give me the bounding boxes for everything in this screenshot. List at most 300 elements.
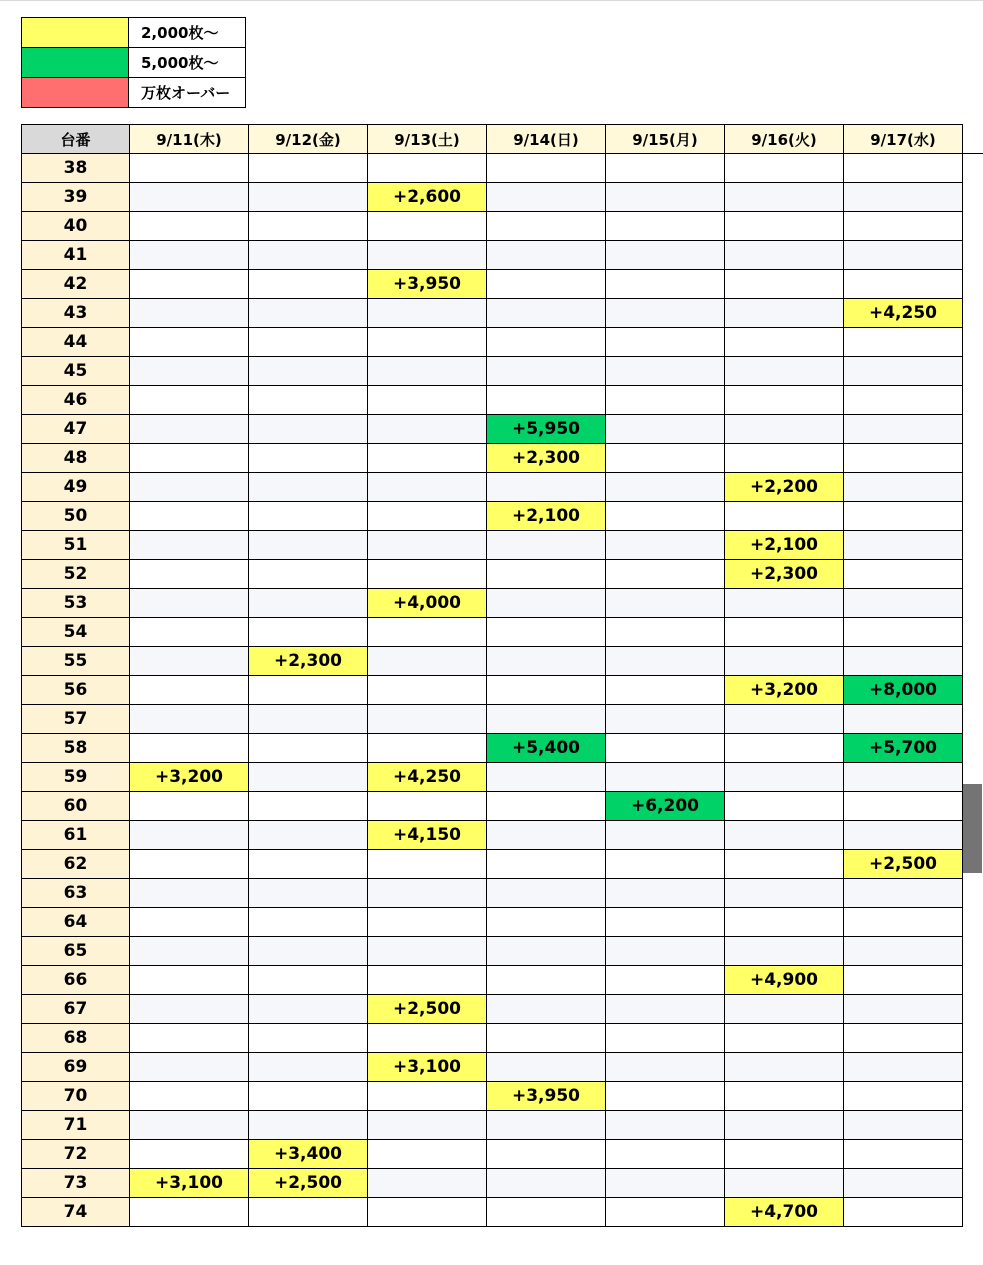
result-cell xyxy=(606,589,725,618)
result-cell xyxy=(368,415,487,444)
scroll-gutter xyxy=(963,183,983,212)
machine-number: 68 xyxy=(22,1024,130,1053)
table-row xyxy=(22,792,983,821)
result-cell xyxy=(130,444,249,473)
machine-number: 50 xyxy=(22,502,130,531)
machine-number: 48 xyxy=(22,444,130,473)
date-header: 9/16(火) xyxy=(725,125,844,154)
result-cell xyxy=(368,357,487,386)
result-cell xyxy=(487,705,606,734)
table-row xyxy=(22,270,983,299)
result-cell xyxy=(368,502,487,531)
machine-number: 63 xyxy=(22,879,130,908)
result-cell xyxy=(606,531,725,560)
scroll-gutter xyxy=(963,618,983,647)
result-cell xyxy=(130,502,249,531)
result-cell xyxy=(844,1169,963,1198)
result-cell xyxy=(725,154,844,183)
result-cell xyxy=(368,212,487,241)
scroll-gutter xyxy=(963,1169,983,1198)
result-cell xyxy=(249,1024,368,1053)
result-cell: +2,500 xyxy=(249,1169,368,1198)
machine-number: 55 xyxy=(22,647,130,676)
result-cell xyxy=(249,734,368,763)
machine-number: 52 xyxy=(22,560,130,589)
table-row xyxy=(22,937,983,966)
result-cell xyxy=(725,763,844,792)
legend-swatch xyxy=(22,18,129,48)
scroll-gutter xyxy=(963,415,983,444)
result-cell xyxy=(368,473,487,502)
machine-number: 45 xyxy=(22,357,130,386)
result-cell xyxy=(725,415,844,444)
table-row xyxy=(22,386,983,415)
scroll-gutter xyxy=(963,386,983,415)
scroll-gutter xyxy=(963,241,983,270)
table-row xyxy=(22,676,983,705)
table-row xyxy=(22,1111,983,1140)
result-cell xyxy=(130,966,249,995)
result-cell xyxy=(606,995,725,1024)
scroll-gutter xyxy=(963,299,983,328)
table-row xyxy=(22,415,983,444)
result-cell xyxy=(844,502,963,531)
legend-row xyxy=(22,18,246,48)
result-cell: +2,200 xyxy=(725,473,844,502)
result-cell xyxy=(725,1024,844,1053)
result-cell xyxy=(249,821,368,850)
machine-number: 69 xyxy=(22,1053,130,1082)
machine-number: 56 xyxy=(22,676,130,705)
scroll-gutter xyxy=(963,1053,983,1082)
result-cell xyxy=(606,734,725,763)
result-cell xyxy=(487,676,606,705)
result-cell xyxy=(606,1111,725,1140)
result-cell xyxy=(368,966,487,995)
result-cell xyxy=(249,1198,368,1227)
result-cell xyxy=(487,937,606,966)
result-cell xyxy=(606,154,725,183)
result-cell xyxy=(249,357,368,386)
machine-number: 71 xyxy=(22,1111,130,1140)
result-cell xyxy=(844,647,963,676)
table-row xyxy=(22,502,983,531)
result-cell xyxy=(844,415,963,444)
result-cell xyxy=(725,502,844,531)
date-header: 9/14(日) xyxy=(487,125,606,154)
result-cell xyxy=(844,560,963,589)
top-border xyxy=(0,0,983,1)
result-cell xyxy=(725,879,844,908)
scroll-gutter xyxy=(963,1140,983,1169)
result-cell xyxy=(606,1140,725,1169)
result-cell xyxy=(844,1140,963,1169)
table-row xyxy=(22,328,983,357)
table-row xyxy=(22,1169,983,1198)
result-cell xyxy=(606,879,725,908)
result-cell xyxy=(606,1024,725,1053)
table-row xyxy=(22,357,983,386)
result-cell xyxy=(130,589,249,618)
result-cell xyxy=(844,589,963,618)
table-row xyxy=(22,821,983,850)
result-cell xyxy=(249,183,368,212)
machine-number: 67 xyxy=(22,995,130,1024)
result-cell xyxy=(368,154,487,183)
result-cell xyxy=(249,386,368,415)
result-cell xyxy=(606,328,725,357)
result-cell xyxy=(368,444,487,473)
legend-row xyxy=(22,78,246,108)
scroll-gutter xyxy=(963,676,983,705)
result-cell xyxy=(130,415,249,444)
result-cell: +5,950 xyxy=(487,415,606,444)
table-row xyxy=(22,966,983,995)
result-cell xyxy=(487,792,606,821)
result-cell xyxy=(249,763,368,792)
result-cell xyxy=(249,589,368,618)
result-cell xyxy=(487,1053,606,1082)
result-cell xyxy=(487,647,606,676)
result-cell xyxy=(487,560,606,589)
result-cell xyxy=(130,1198,249,1227)
result-cell xyxy=(844,1024,963,1053)
table-row xyxy=(22,560,983,589)
result-cell xyxy=(368,1111,487,1140)
result-cell xyxy=(844,618,963,647)
result-cell xyxy=(606,908,725,937)
result-cell xyxy=(606,850,725,879)
table-row xyxy=(22,1140,983,1169)
result-cell xyxy=(368,1082,487,1111)
machine-number: 43 xyxy=(22,299,130,328)
machine-number: 42 xyxy=(22,270,130,299)
scroll-gutter xyxy=(963,444,983,473)
table-row xyxy=(22,705,983,734)
scroll-gutter xyxy=(963,1198,983,1227)
result-cell xyxy=(606,1169,725,1198)
result-cell xyxy=(249,270,368,299)
result-cell xyxy=(844,792,963,821)
machine-number: 60 xyxy=(22,792,130,821)
machine-number: 39 xyxy=(22,183,130,212)
result-cell xyxy=(249,1111,368,1140)
result-cell xyxy=(725,995,844,1024)
result-cell xyxy=(606,763,725,792)
machine-number: 58 xyxy=(22,734,130,763)
result-cell xyxy=(606,821,725,850)
header-row xyxy=(22,125,983,154)
date-header: 9/13(土) xyxy=(368,125,487,154)
scroll-gutter xyxy=(963,908,983,937)
result-cell xyxy=(130,1140,249,1169)
result-cell xyxy=(487,473,606,502)
result-cell xyxy=(606,473,725,502)
table-row xyxy=(22,1053,983,1082)
result-cell xyxy=(249,937,368,966)
result-cell xyxy=(844,531,963,560)
result-cell xyxy=(130,792,249,821)
date-header: 9/15(月) xyxy=(606,125,725,154)
table-row xyxy=(22,473,983,502)
result-cell xyxy=(606,1082,725,1111)
result-cell xyxy=(130,908,249,937)
result-cell xyxy=(130,299,249,328)
result-cell xyxy=(249,676,368,705)
result-cell xyxy=(487,386,606,415)
result-cell xyxy=(130,879,249,908)
result-cell: +3,200 xyxy=(130,763,249,792)
result-cell: +2,500 xyxy=(368,995,487,1024)
table-row xyxy=(22,879,983,908)
result-cell xyxy=(725,241,844,270)
result-cell xyxy=(368,1169,487,1198)
result-cell xyxy=(249,792,368,821)
result-cell xyxy=(368,734,487,763)
result-cell xyxy=(130,241,249,270)
scroll-gutter xyxy=(963,560,983,589)
result-cell xyxy=(487,270,606,299)
machine-number: 53 xyxy=(22,589,130,618)
result-cell xyxy=(606,270,725,299)
result-cell xyxy=(130,676,249,705)
result-cell xyxy=(725,1140,844,1169)
result-cell: +4,900 xyxy=(725,966,844,995)
result-cell xyxy=(368,705,487,734)
table-row xyxy=(22,154,983,183)
result-cell xyxy=(844,241,963,270)
result-cell xyxy=(130,995,249,1024)
result-cell xyxy=(249,850,368,879)
machine-number: 61 xyxy=(22,821,130,850)
result-cell xyxy=(130,821,249,850)
machine-number: 73 xyxy=(22,1169,130,1198)
result-cell xyxy=(725,1053,844,1082)
result-cell: +6,200 xyxy=(606,792,725,821)
result-cell xyxy=(368,647,487,676)
scroll-gutter xyxy=(963,879,983,908)
result-cell xyxy=(606,415,725,444)
result-cell: +2,300 xyxy=(487,444,606,473)
result-cell xyxy=(606,502,725,531)
result-cell xyxy=(606,444,725,473)
table-row xyxy=(22,444,983,473)
result-cell xyxy=(844,473,963,502)
table-row xyxy=(22,212,983,241)
result-cell xyxy=(249,618,368,647)
result-cell xyxy=(606,299,725,328)
result-cell xyxy=(368,560,487,589)
result-cell xyxy=(844,966,963,995)
result-cell xyxy=(606,1198,725,1227)
result-cell xyxy=(368,531,487,560)
result-cell xyxy=(368,618,487,647)
result-cell xyxy=(487,763,606,792)
machine-number: 38 xyxy=(22,154,130,183)
result-cell xyxy=(249,1082,368,1111)
scroll-gutter xyxy=(963,473,983,502)
results-table xyxy=(21,124,983,1227)
result-cell xyxy=(844,908,963,937)
result-cell xyxy=(249,328,368,357)
machine-number: 49 xyxy=(22,473,130,502)
result-cell xyxy=(725,183,844,212)
result-cell xyxy=(368,850,487,879)
result-cell: +2,300 xyxy=(725,560,844,589)
result-cell xyxy=(725,821,844,850)
result-cell xyxy=(368,386,487,415)
result-cell xyxy=(606,560,725,589)
result-cell xyxy=(725,270,844,299)
result-cell: +8,000 xyxy=(844,676,963,705)
legend-row xyxy=(22,48,246,78)
result-cell xyxy=(130,1024,249,1053)
result-cell xyxy=(606,966,725,995)
result-cell xyxy=(130,357,249,386)
result-cell xyxy=(130,618,249,647)
result-cell xyxy=(606,212,725,241)
machine-number: 72 xyxy=(22,1140,130,1169)
result-cell xyxy=(368,1140,487,1169)
result-cell xyxy=(606,937,725,966)
machine-number: 59 xyxy=(22,763,130,792)
result-cell xyxy=(725,357,844,386)
result-cell xyxy=(249,502,368,531)
result-cell xyxy=(487,966,606,995)
table-row xyxy=(22,763,983,792)
result-cell xyxy=(606,1053,725,1082)
result-cell xyxy=(368,792,487,821)
result-cell xyxy=(249,966,368,995)
result-cell xyxy=(606,618,725,647)
table-row xyxy=(22,1082,983,1111)
result-cell xyxy=(844,1198,963,1227)
machine-number: 57 xyxy=(22,705,130,734)
result-cell xyxy=(844,357,963,386)
result-cell xyxy=(368,299,487,328)
result-cell xyxy=(725,792,844,821)
scroll-gutter xyxy=(963,502,983,531)
scroll-gutter xyxy=(963,705,983,734)
result-cell xyxy=(844,386,963,415)
machine-number: 51 xyxy=(22,531,130,560)
result-cell xyxy=(487,1024,606,1053)
table-row xyxy=(22,850,983,879)
result-cell xyxy=(249,908,368,937)
result-cell xyxy=(249,241,368,270)
scroll-gutter xyxy=(963,966,983,995)
result-cell xyxy=(130,183,249,212)
result-cell xyxy=(487,821,606,850)
result-cell xyxy=(249,560,368,589)
scroll-gutter xyxy=(963,125,983,154)
machine-number: 65 xyxy=(22,937,130,966)
machine-number: 44 xyxy=(22,328,130,357)
result-cell xyxy=(844,212,963,241)
result-cell xyxy=(606,705,725,734)
result-cell xyxy=(368,328,487,357)
result-cell xyxy=(130,531,249,560)
result-cell xyxy=(487,328,606,357)
result-cell xyxy=(368,1024,487,1053)
result-cell xyxy=(606,386,725,415)
result-cell xyxy=(725,734,844,763)
scroll-gutter xyxy=(963,1082,983,1111)
table-row xyxy=(22,618,983,647)
result-cell xyxy=(249,473,368,502)
result-cell xyxy=(487,850,606,879)
scroll-gutter xyxy=(963,1024,983,1053)
scrollbar-thumb[interactable] xyxy=(963,784,982,873)
result-cell xyxy=(487,879,606,908)
result-cell xyxy=(725,589,844,618)
machine-number: 62 xyxy=(22,850,130,879)
result-cell xyxy=(130,473,249,502)
legend-label: 2,000枚〜 xyxy=(129,18,246,48)
result-cell xyxy=(725,386,844,415)
scroll-gutter xyxy=(963,328,983,357)
result-cell xyxy=(844,270,963,299)
legend-swatch xyxy=(22,78,129,108)
table-row xyxy=(22,995,983,1024)
result-cell xyxy=(725,908,844,937)
result-cell xyxy=(725,937,844,966)
result-cell: +3,100 xyxy=(130,1169,249,1198)
table-row xyxy=(22,1198,983,1227)
scroll-gutter xyxy=(963,154,983,183)
result-cell xyxy=(249,415,368,444)
scroll-gutter xyxy=(963,212,983,241)
result-cell: +3,950 xyxy=(487,1082,606,1111)
result-cell xyxy=(844,937,963,966)
scroll-gutter xyxy=(963,734,983,763)
result-cell xyxy=(130,212,249,241)
result-cell xyxy=(249,444,368,473)
machine-number: 40 xyxy=(22,212,130,241)
result-cell xyxy=(249,531,368,560)
result-cell xyxy=(249,879,368,908)
date-header: 9/12(金) xyxy=(249,125,368,154)
result-cell xyxy=(725,618,844,647)
result-cell xyxy=(725,444,844,473)
result-cell xyxy=(606,647,725,676)
machine-number: 41 xyxy=(22,241,130,270)
result-cell xyxy=(487,531,606,560)
result-cell xyxy=(487,995,606,1024)
result-cell xyxy=(487,183,606,212)
result-cell xyxy=(844,154,963,183)
scroll-gutter xyxy=(963,647,983,676)
result-cell xyxy=(130,270,249,299)
legend-label: 5,000枚〜 xyxy=(129,48,246,78)
result-cell xyxy=(368,908,487,937)
table-row xyxy=(22,734,983,763)
machine-number-header: 台番 xyxy=(22,125,130,154)
color-legend xyxy=(21,17,246,108)
result-cell xyxy=(844,821,963,850)
date-header: 9/11(木) xyxy=(130,125,249,154)
result-cell xyxy=(487,908,606,937)
result-cell xyxy=(725,705,844,734)
result-cell xyxy=(725,212,844,241)
result-cell xyxy=(844,328,963,357)
machine-number: 64 xyxy=(22,908,130,937)
result-cell xyxy=(487,357,606,386)
result-cell xyxy=(249,299,368,328)
result-cell xyxy=(130,1111,249,1140)
machine-number: 46 xyxy=(22,386,130,415)
machine-number: 54 xyxy=(22,618,130,647)
